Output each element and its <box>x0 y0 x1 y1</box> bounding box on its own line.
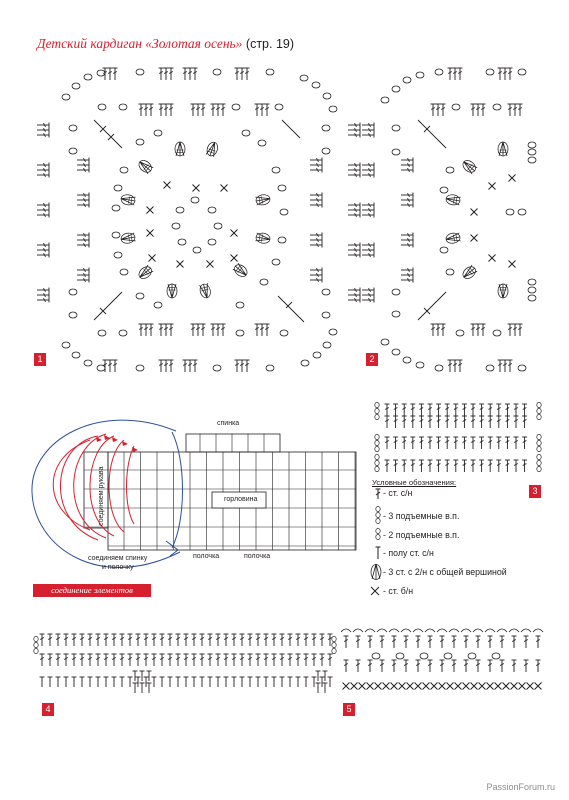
watermark: PassionForum.ru <box>486 782 555 792</box>
cluster-icon <box>370 563 382 583</box>
page-title: Детский кардиган «Золотая осень» (стр. 19) <box>37 36 295 51</box>
stitch-chart-4 <box>34 634 336 693</box>
figure-3-badge: 3 <box>529 485 541 498</box>
join-label-1: соединяем спинку <box>88 555 148 562</box>
legend-title: Условные обозначения: <box>372 478 457 487</box>
ch3-icon <box>374 506 382 528</box>
legend-item-sc: - ст. б/н <box>383 586 413 596</box>
sc-icon <box>370 586 380 598</box>
figure-1-badge: 1 <box>34 353 46 366</box>
hdc-icon <box>374 546 382 562</box>
figure-2-badge: 2 <box>366 353 378 366</box>
figure-4-badge: 4 <box>42 703 54 716</box>
legend-item-dc: - ст. с/н <box>383 488 412 498</box>
legend-item-hdc: - полу ст. с/н <box>383 548 434 558</box>
assembly-diagram <box>32 420 356 567</box>
ch2-icon <box>374 528 382 544</box>
legend-item-cluster: - 3 ст. с 2/н с общей вершиной <box>383 567 507 577</box>
join-label-2: и полочку <box>102 564 134 571</box>
front-right-label: полочка <box>244 553 271 560</box>
figure-5-badge: 5 <box>343 703 355 716</box>
sleeve-join-label: соединяем рукава <box>98 466 105 526</box>
motif-2 <box>362 68 536 372</box>
assembly-caption: соединение элементов <box>33 584 151 597</box>
legend-item-ch2: - 2 подъемные в.п. <box>383 530 459 540</box>
dc-icon <box>374 488 382 502</box>
stitch-chart-5 <box>341 629 543 690</box>
front-left-label: полочка <box>193 553 220 560</box>
legend-item-ch3: - 3 подъемные в.п. <box>383 511 459 521</box>
back-label: спинка <box>217 420 240 427</box>
neck-label: горловина <box>224 496 258 503</box>
stitch-chart-3 <box>375 402 541 472</box>
motif-1 <box>37 68 360 372</box>
